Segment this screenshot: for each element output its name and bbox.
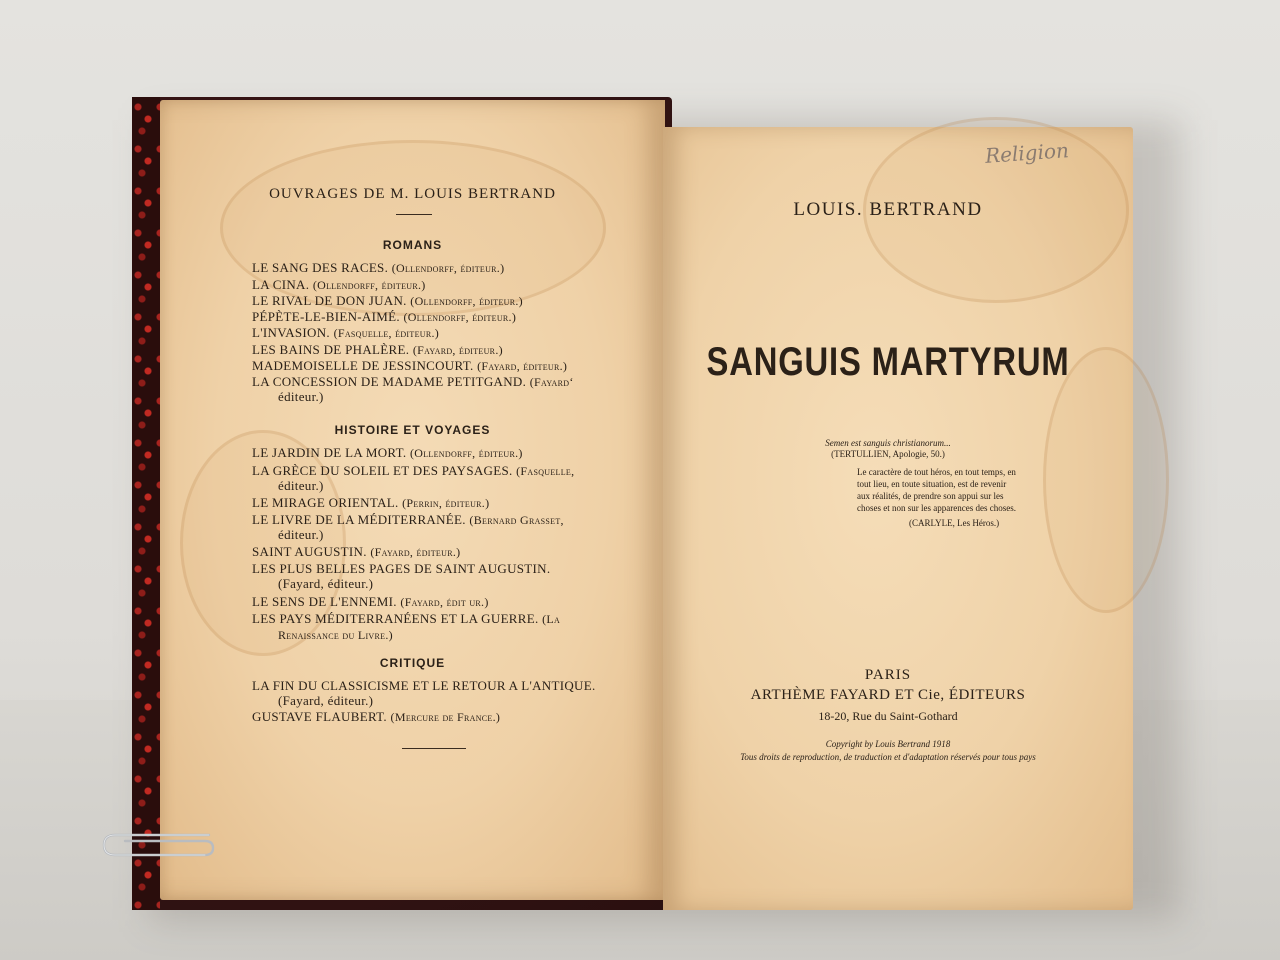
epigraph-1-source: (TERTULLIEN, Apologie, 50.) <box>831 449 945 459</box>
list-item-continuation: (Fayard, éditeur.) <box>278 693 374 708</box>
section-heading-critique: CRITIQUE <box>379 656 446 670</box>
epigraph-1: Semen est sanguis christianorum... <box>825 438 951 448</box>
author-name: LOUIS. BERTRAND <box>793 199 983 220</box>
list-item: LE SANG DES RACES. (Ollendorff, éditeur.) <box>252 260 505 275</box>
epigraph-2-line: choses et non sur les apparences des choses. <box>857 503 1016 513</box>
epigraph-2-line: aux réalités, de prendre son appui sur les <box>857 491 1004 501</box>
list-item: L'INVASION. (Fasquelle, éditeur.) <box>252 325 440 340</box>
list-item: LES BAINS DE PHALÈRE. (Fayard, éditeur.) <box>252 342 503 357</box>
book-title: SANGUIS MARTYRUM <box>706 340 1070 384</box>
list-item-continuation: (Fayard, éditeur.) <box>278 576 374 591</box>
list-item: LE LIVRE DE LA MÉDITERRANÉE. (Bernard Grasset, <box>252 512 564 527</box>
list-item: LE RIVAL DE DON JUAN. (Ollendorff, éditeur.) <box>252 293 523 308</box>
list-item: LA GRÈCE DU SOLEIL ET DES PAYSAGES. (Fasquelle, <box>252 463 575 478</box>
epigraph-2-line: Le caractère de tout héros, en tout temps, en <box>857 467 1016 477</box>
imprint-publisher: ARTHÈME FAYARD ET Cie, ÉDITEURS <box>750 687 1026 703</box>
list-item: LE SENS DE L'ENNEMI. (Fayard, édit ur.) <box>252 594 489 609</box>
list-item: LE JARDIN DE LA MORT. (Ollendorff, éditeur.) <box>252 445 523 460</box>
handwritten-note: Religion <box>984 138 1070 168</box>
list-item: LA CINA. (Ollendorff, éditeur.) <box>252 277 426 292</box>
works-title: OUVRAGES DE M. LOUIS BERTRAND <box>269 186 556 202</box>
epigraph-2-line: tout lieu, en toute situation, est de revenir <box>857 479 1007 489</box>
paperclip-icon <box>101 829 217 861</box>
list-item: LE MIRAGE ORIENTAL. (Perrin, éditeur.) <box>252 495 490 510</box>
section-heading-romans: ROMANS <box>382 238 443 252</box>
list-item-continuation: Renaissance du Livre.) <box>278 628 393 642</box>
end-rule <box>402 748 466 749</box>
list-item-continuation: éditeur.) <box>278 527 324 542</box>
list-item: SAINT AUGUSTIN. (Fayard, éditeur.) <box>252 544 461 559</box>
imprint-address: 18-20, Rue du Saint-Gothard <box>818 709 958 723</box>
list-item: PÉPÈTE-LE-BIEN-AIMÉ. (Ollendorff, éditeur.) <box>252 309 517 324</box>
water-stain <box>1043 347 1169 613</box>
list-item: LA CONCESSION DE MADAME PETITGAND. (Fayard‘ <box>252 374 574 389</box>
title-rule <box>396 214 432 215</box>
list-item: LES PLUS BELLES PAGES DE SAINT AUGUSTIN. <box>252 561 551 576</box>
list-item: MADEMOISELLE DE JESSINCOURT. (Fayard, éditeur.) <box>252 358 568 373</box>
list-item: LA FIN DU CLASSICISME ET LE RETOUR A L'ANTIQUE. <box>252 678 596 693</box>
copyright-line: Copyright by Louis Bertrand 1918 <box>825 739 951 749</box>
right-page <box>663 127 1133 910</box>
list-item-continuation: éditeur.) <box>278 389 324 404</box>
list-item: LES PAYS MÉDITERRANÉENS ET LA GUERRE. (La <box>252 611 561 626</box>
list-item-continuation: éditeur.) <box>278 478 324 493</box>
list-item: GUSTAVE FLAUBERT. (Mercure de France.) <box>252 709 501 724</box>
imprint-city: PARIS <box>864 667 912 683</box>
left-page <box>160 100 665 900</box>
section-heading-histoire: HISTOIRE ET VOYAGES <box>334 423 491 437</box>
epigraph-2-source: (CARLYLE, Les Héros.) <box>909 518 1000 528</box>
rights-line: Tous droits de reproduction, de traduction et d'adaptation réservés pour tous pays <box>740 752 1036 762</box>
